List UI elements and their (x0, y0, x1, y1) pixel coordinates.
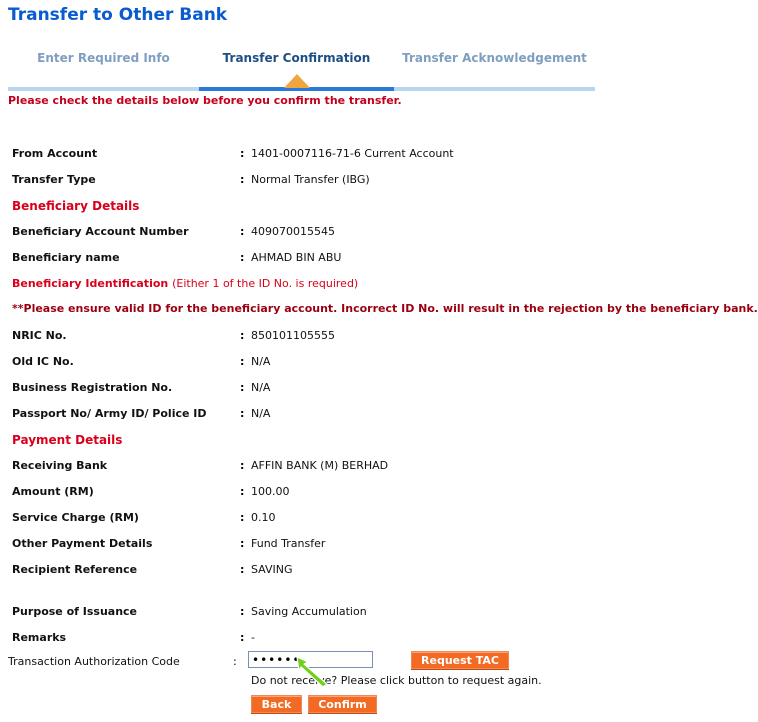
receiving-bank-value: AFFIN BANK (M) BERHAD (251, 459, 389, 472)
tac-label: Transaction Authorization Code (8, 655, 180, 668)
amount-value: 100.00 (251, 485, 290, 498)
from-account-value: 1401-0007116-71-6 Current Account (251, 147, 454, 160)
purpose-row: Purpose of Issuance : Saving Accumulation (12, 605, 367, 618)
arrow-cursor-icon (294, 654, 334, 688)
id-warning: **Please ensure valid ID for the beneficiary account. Incorrect ID No. will result in the rejection by the beneficiary bank. (12, 302, 758, 315)
passport-label: Passport No/ Army ID/ Police ID (12, 407, 207, 420)
passport-row: Passport No/ Army ID/ Police ID : N/A (12, 407, 271, 420)
remarks-value: - (251, 631, 255, 644)
passport-value: N/A (251, 407, 271, 420)
beneficiary-account-value: 409070015545 (251, 225, 335, 238)
beneficiary-name-row: Beneficiary name : AHMAD BIN ABU (12, 251, 342, 264)
beneficiary-name-value: AHMAD BIN ABU (251, 251, 342, 264)
old-ic-row: Old IC No. : N/A (12, 355, 271, 368)
business-registration-value: N/A (251, 381, 271, 394)
step-transfer-acknowledgement: Transfer Acknowledgement (402, 51, 587, 65)
service-charge-value: 0.10 (251, 511, 276, 524)
old-ic-value: N/A (251, 355, 271, 368)
back-button[interactable]: Back (251, 695, 302, 713)
progress-steps (8, 50, 595, 92)
beneficiary-name-label: Beneficiary name (12, 251, 120, 264)
purpose-label: Purpose of Issuance (12, 605, 138, 618)
request-tac-button[interactable]: Request TAC (411, 651, 509, 669)
confirm-button[interactable]: Confirm (308, 695, 377, 713)
recipient-reference-row: Recipient Reference : SAVING (12, 563, 293, 576)
service-charge-row: Service Charge (RM) : 0.10 (12, 511, 276, 524)
transfer-type-row: Transfer Type : Normal Transfer (IBG) (12, 173, 370, 186)
transfer-type-value: Normal Transfer (IBG) (251, 173, 370, 186)
tac-hint: Do not receive? Please click button to request again. (251, 674, 542, 687)
remarks-row: Remarks : - (12, 631, 255, 644)
other-payment-details-value: Fund Transfer (251, 537, 326, 550)
step-transfer-confirmation: Transfer Confirmation (222, 51, 371, 65)
business-registration-label: Business Registration No. (12, 381, 173, 394)
purpose-value: Saving Accumulation (251, 605, 367, 618)
payment-details-heading: Payment Details (12, 433, 123, 447)
receiving-bank-label: Receiving Bank (12, 459, 108, 472)
nric-value: 850101105555 (251, 329, 335, 342)
remarks-label: Remarks (12, 631, 67, 644)
confirmation-notice: Please check the details below before you confirm the transfer. (8, 94, 402, 107)
beneficiary-identification-note: (Either 1 of the ID No. is required) (172, 277, 359, 290)
other-payment-details-label: Other Payment Details (12, 537, 153, 550)
other-payment-details-row: Other Payment Details : Fund Transfer (12, 537, 326, 550)
beneficiary-identification-heading (12, 277, 358, 290)
from-account-row: From Account : 1401-0007116-71-6 Current Account (12, 147, 454, 160)
recipient-reference-value: SAVING (251, 563, 293, 576)
beneficiary-account-label: Beneficiary Account Number (12, 225, 189, 238)
step-enter-info: Enter Required Info (37, 51, 170, 65)
from-account-label: From Account (12, 147, 98, 160)
nric-row: NRIC No. : 850101105555 (12, 329, 335, 342)
business-registration-row: Business Registration No. : N/A (12, 381, 271, 394)
amount-row: Amount (RM) : 100.00 (12, 485, 290, 498)
amount-label: Amount (RM) (12, 485, 94, 498)
old-ic-label: Old IC No. (12, 355, 74, 368)
beneficiary-account-row: Beneficiary Account Number : 409070015545 (12, 225, 335, 238)
step-indicator-arrow-icon (284, 74, 310, 88)
beneficiary-details-heading: Beneficiary Details (12, 199, 140, 213)
page-title: Transfer to Other Bank (8, 5, 228, 25)
service-charge-label: Service Charge (RM) (12, 511, 139, 524)
nric-label: NRIC No. (12, 329, 67, 342)
transfer-type-label: Transfer Type (12, 173, 96, 186)
recipient-reference-label: Recipient Reference (12, 563, 138, 576)
beneficiary-identification-title: Beneficiary Identification (12, 277, 169, 290)
receiving-bank-row: Receiving Bank : AFFIN BANK (M) BERHAD (12, 459, 389, 472)
